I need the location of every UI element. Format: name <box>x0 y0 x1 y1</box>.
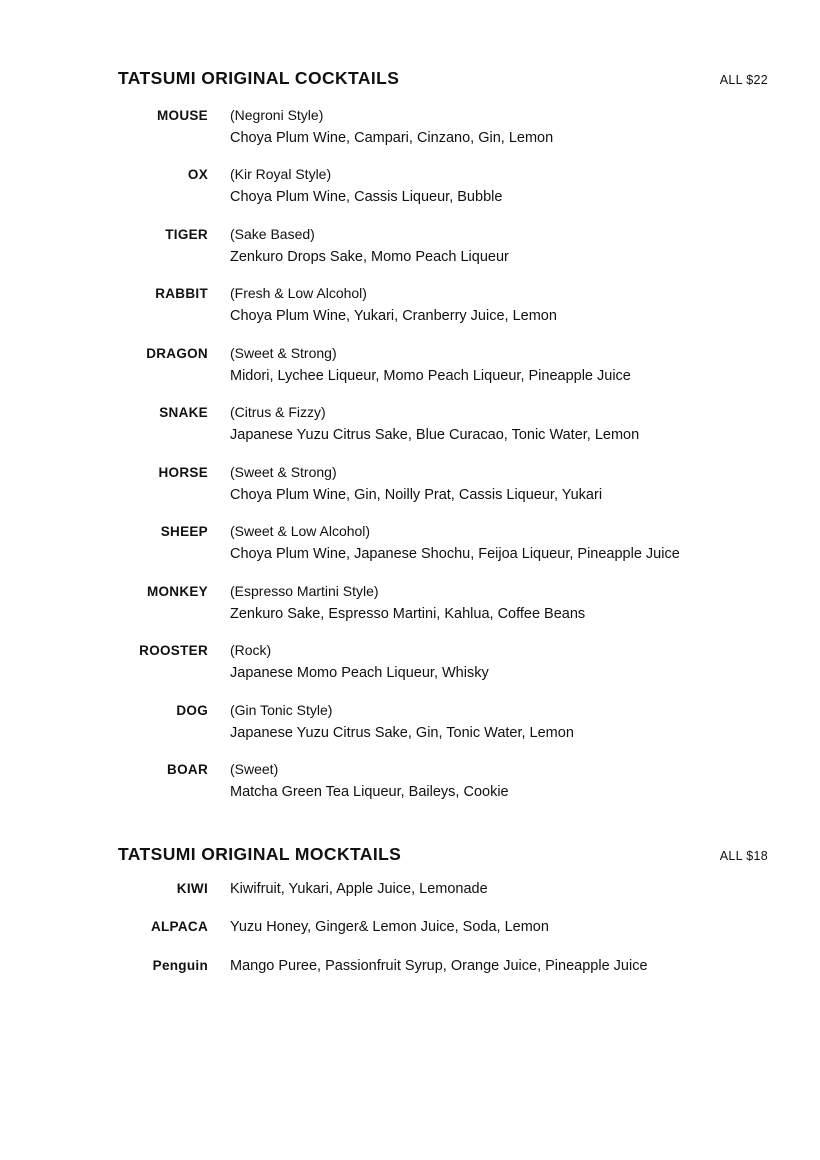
menu-item-style: (Citrus & Fizzy) <box>230 404 326 421</box>
menu-item-name: RABBIT <box>155 286 208 302</box>
menu-item <box>118 917 790 939</box>
menu-item-body <box>230 283 790 327</box>
menu-item-style: (Negroni Style) <box>230 107 324 123</box>
mocktails-title: TATSUMI ORIGINAL MOCKTAILS <box>118 843 402 864</box>
menu-item-ingredients: Kiwifruit, Yukari, Apple Juice, Lemonade <box>230 880 488 897</box>
menu-item <box>118 640 790 684</box>
menu-item <box>118 462 790 506</box>
menu-item <box>118 956 790 978</box>
menu-item-body <box>230 759 790 803</box>
menu-item-style: (Sake Based) <box>230 225 315 242</box>
menu-item-style: (Espresso Martini Style) <box>230 582 379 599</box>
menu-item <box>118 283 790 327</box>
menu-item-ingredients: Japanese Momo Peach Liqueur, Whisky <box>230 665 489 682</box>
menu-item-name: HORSE <box>158 464 208 480</box>
menu-item-ingredients: Yuzu Honey, Ginger& Lemon Juice, Soda, Lemon <box>230 919 549 936</box>
cocktails-section-header <box>118 68 790 89</box>
cocktails-price-note: ALL $22 <box>719 73 768 87</box>
menu-item-ingredients: Midori, Lychee Liqueur, Momo Peach Liqueur, Pineapple Juice <box>230 367 631 384</box>
menu-item-name: OX <box>187 167 208 183</box>
menu-item <box>118 164 790 208</box>
menu-item <box>118 700 790 744</box>
cocktails-list <box>118 105 790 804</box>
menu-item <box>118 105 790 149</box>
menu-item-body <box>230 224 790 268</box>
menu-item-style: (Rock) <box>230 642 272 659</box>
menu-item-name: KIWI <box>176 880 208 896</box>
menu-item-body <box>230 462 790 506</box>
cocktails-title: TATSUMI ORIGINAL COCKTAILS <box>118 68 400 88</box>
menu-item-name: SNAKE <box>159 405 208 421</box>
menu-item-style: (Sweet & Strong) <box>230 463 337 480</box>
menu-item-body <box>230 343 790 387</box>
menu-item-body <box>230 164 790 208</box>
menu-item-name: DOG <box>176 702 208 718</box>
mocktails-section-header <box>118 844 790 865</box>
menu-item-ingredients: Japanese Yuzu Citrus Sake, Blue Curacao, Tonic Water, Lemon <box>230 427 640 444</box>
menu-item-style: (Sweet) <box>230 761 279 778</box>
menu-item-ingredients: Zenkuro Drops Sake, Momo Peach Liqueur <box>230 248 509 265</box>
menu-item-body <box>230 640 790 684</box>
menu-item <box>118 343 790 387</box>
menu-item <box>118 879 790 901</box>
menu-item-body <box>230 521 790 565</box>
menu-item-ingredients: Choya Plum Wine, Campari, Cinzano, Gin, Lemon <box>230 130 554 146</box>
menu-item-style: (Sweet & Low Alcohol) <box>230 523 371 540</box>
menu-item-ingredients: Choya Plum Wine, Cassis Liqueur, Bubble <box>230 189 503 206</box>
menu-item-ingredients: Japanese Yuzu Citrus Sake, Gin, Tonic Water, Lemon <box>230 724 574 741</box>
menu-item <box>118 521 790 565</box>
menu-item <box>118 402 790 446</box>
menu-item-body <box>230 105 790 149</box>
menu-item-name: ALPACA <box>150 919 208 935</box>
menu-item-body <box>230 700 790 744</box>
mocktails-list <box>118 879 790 978</box>
menu-item-name: BOAR <box>167 762 208 778</box>
menu-item-ingredients: Choya Plum Wine, Gin, Noilly Prat, Cassis Liqueur, Yukari <box>230 486 603 503</box>
mocktails-price-note: ALL $18 <box>719 848 768 863</box>
menu-item-style: (Fresh & Low Alcohol) <box>230 285 367 302</box>
menu-item-name: Penguin <box>152 958 208 974</box>
menu-item-style: (Sweet & Strong) <box>230 344 337 361</box>
menu-item-body <box>230 402 790 446</box>
menu-item <box>118 224 790 268</box>
menu-item-name: ROOSTER <box>139 643 208 659</box>
menu-item-name: MONKEY <box>146 583 208 599</box>
menu-item-name: TIGER <box>165 226 208 242</box>
menu-item <box>118 759 790 803</box>
menu-item-body <box>230 581 790 625</box>
menu-item-name: SHEEP <box>160 524 208 540</box>
menu-item-name: MOUSE <box>156 108 208 123</box>
menu-item-style: (Kir Royal Style) <box>230 166 332 183</box>
menu-item-ingredients: Zenkuro Sake, Espresso Martini, Kahlua, Coffee Beans <box>230 605 586 622</box>
menu-item-ingredients: Choya Plum Wine, Yukari, Cranberry Juice, Lemon <box>230 308 557 325</box>
menu-item <box>118 581 790 625</box>
menu-item-ingredients: Choya Plum Wine, Japanese Shochu, Feijoa Liqueur, Pineapple Juice <box>230 546 680 563</box>
menu-item-style: (Gin Tonic Style) <box>230 701 333 718</box>
menu-item-ingredients: Mango Puree, Passionfruit Syrup, Orange Juice, Pineapple Juice <box>230 958 648 975</box>
menu-item-name: DRAGON <box>146 345 208 361</box>
menu-item-ingredients: Matcha Green Tea Liqueur, Baileys, Cookie <box>230 784 509 801</box>
